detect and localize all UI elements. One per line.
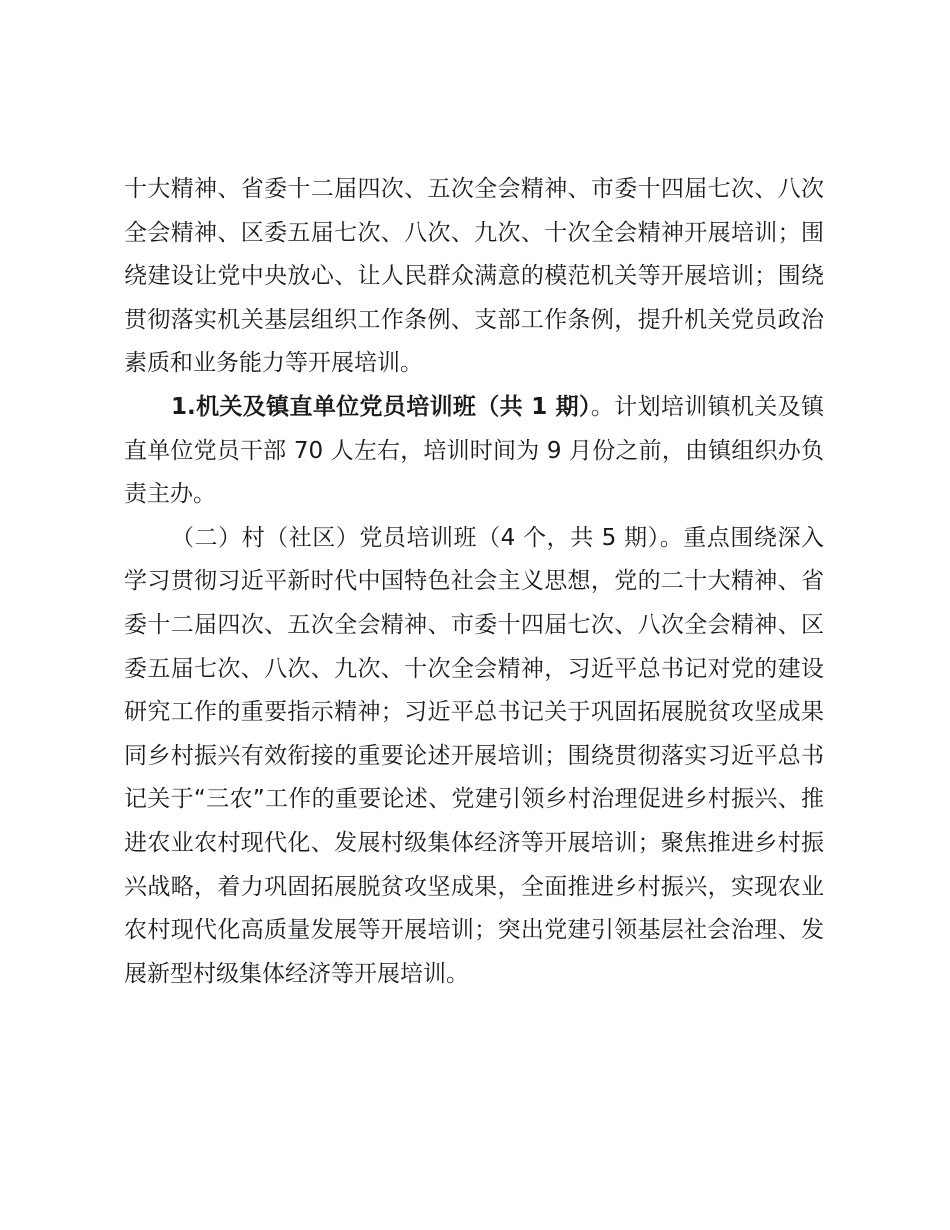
document-body <box>124 168 824 996</box>
section-heading-1: 1.机关及镇直单位党员培训班（共 1 期） <box>171 393 591 420</box>
section-text-1: 。计划培训镇机关及镇直单位党员干部 70 人左右，培训时间为 9 月份之前，由镇组织办负责主办。 <box>124 393 825 508</box>
paragraph-section-2: （二）村（社区）党员培训班（4 个，共 5 期）。重点围绕深入学习贯彻习近平新时代中国特色社会主义思想，党的二十大精神、省委十二届四次、五次全会精神、市委十四届七次、八次全会精神、区委五届七次、八次、九次、十次全会精神，习近平总书记对党的建设研究工作的重要指示精神；习近平总书记关于巩固拓展脱贫攻坚成果同乡村振兴有效衔接的重要论述开展培训；围绕贯彻落实习近平总书记关于“三农”工作的重要论述、党建引领乡村治理促进乡村振兴、推进农业农村现代化、发展村级集体经济等开展培训；聚焦推进乡村振兴战略，着力巩固拓展脱贫攻坚成果，全面推进乡村振兴，实现农业农村现代化高质量发展等开展培训；突出党建引领基层社会治理、发展新型村级集体经济等开展培训。 <box>124 524 824 987</box>
paragraph-continuation: 十大精神、省委十二届四次、五次全会精神、市委十四届七次、八次全会精神、区委五届七次、八次、九次、十次全会精神开展培训；围绕建设让党中央放心、让人民群众满意的模范机关等开展培训；围绕贯彻落实机关基层组织工作条例、支部工作条例，提升机关党员政治素质和业务能力等开展培训。 <box>124 176 824 377</box>
paragraph-section-1 <box>124 386 824 517</box>
